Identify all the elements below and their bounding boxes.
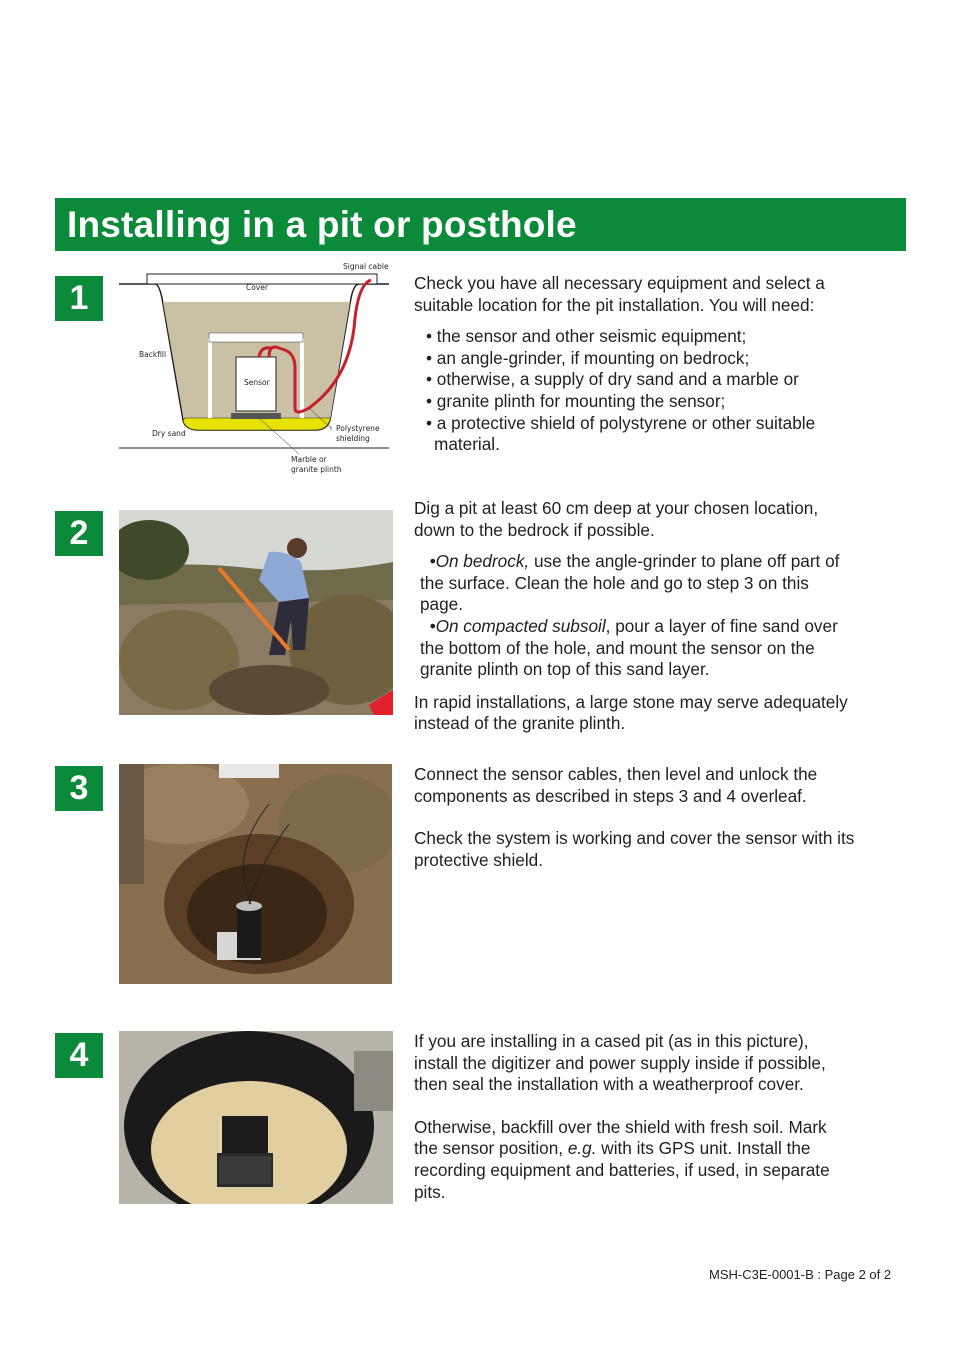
text-line: Check the system is working and cover the sensor with its [414,828,855,849]
list-item: • granite plinth for mounting the sensor; [426,390,726,411]
text-line: Otherwise, backfill over the shield with fresh soil. Mark [414,1116,827,1137]
text-line: page. [420,594,464,615]
text-span: the sensor position, [414,1138,568,1159]
gps-line [414,1138,914,1160]
photo-digging [119,510,393,715]
text-line: suitable location for the pit installation. You will need: [414,294,815,315]
title-banner [55,198,906,251]
text-line: then seal the installation with a weatherproof cover. [414,1074,804,1095]
step-number-3: 3 [55,766,103,811]
text-line: In rapid installations, a large stone may serve adequately [414,691,848,712]
label-granite-plinth: granite plinth [291,465,342,474]
text-line: instead of the granite plinth. [414,713,626,734]
step-2-text [414,498,914,735]
page-footer: MSH-C3E-0001-B : Page 2 of 2 [709,1267,892,1282]
photo-sensor-in-pit [119,764,392,984]
label-cover: Cover [246,283,268,292]
text-line: Connect the sensor cables, then level and unlock the [414,764,818,784]
text-line: the surface. Clean the hole and go to step 3 on this [420,572,809,593]
list-item: • the sensor and other seismic equipment; [426,326,747,347]
text-line: the bottom of the hole, and mount the sensor on the [420,637,815,658]
label-backfill: Backfill [139,350,167,359]
photo-cased-pit [119,1031,393,1204]
list-item: material. [434,434,500,455]
text-span: , pour a layer of fine sand over [605,615,838,636]
text-line: Check you have all necessary equipment and select a [414,273,825,293]
label-polystyrene: Polystyrene [336,424,380,433]
subsoil-label: •On compacted subsoil [429,615,606,636]
step-number-1: 1 [55,276,103,321]
label-signal-cable: Signal cable [343,262,389,271]
label-shielding: shielding [336,434,370,443]
step-3-text [414,764,914,871]
bedrock-line [414,551,914,573]
step-number-4: 4 [55,1033,103,1078]
list-item: • a protective shield of polystyrene or other suitable [426,412,816,433]
text-line: recording equipment and batteries, if used, in separate [414,1159,830,1180]
pit-diagram [119,258,394,478]
step-number-2: 2 [55,511,103,556]
step-4-text [414,1031,914,1203]
label-sensor: Sensor [244,378,270,387]
text-line: protective shield. [414,849,543,870]
text-line: granite plinth on top of this sand layer. [420,659,710,680]
page-title: Installing in a pit or posthole [67,204,577,245]
label-dry-sand: Dry sand [152,429,186,438]
subsoil-line [414,616,914,638]
text-span: use the angle-grinder to plane off part of [529,551,840,572]
text-line: down to the bedrock if possible. [414,519,655,540]
bedrock-label: •On bedrock, [429,551,530,572]
text-line: components as described in steps 3 and 4 overleaf. [414,785,807,806]
text-span: with its GPS unit. Install the [596,1138,811,1159]
list-item: • otherwise, a supply of dry sand and a marble or [426,369,799,390]
text-line: Dig a pit at least 60 cm deep at your chosen location, [414,498,819,518]
text-span: e.g. [567,1138,597,1159]
text-line: If you are installing in a cased pit (as in this picture), [414,1031,809,1051]
text-line: install the digitizer and power supply inside if possible, [414,1052,826,1073]
label-marble: Marble or [291,455,327,464]
text-line: pits. [414,1181,446,1202]
step-1-text [414,273,914,456]
list-item: • an angle-grinder, if mounting on bedrock; [426,347,750,368]
